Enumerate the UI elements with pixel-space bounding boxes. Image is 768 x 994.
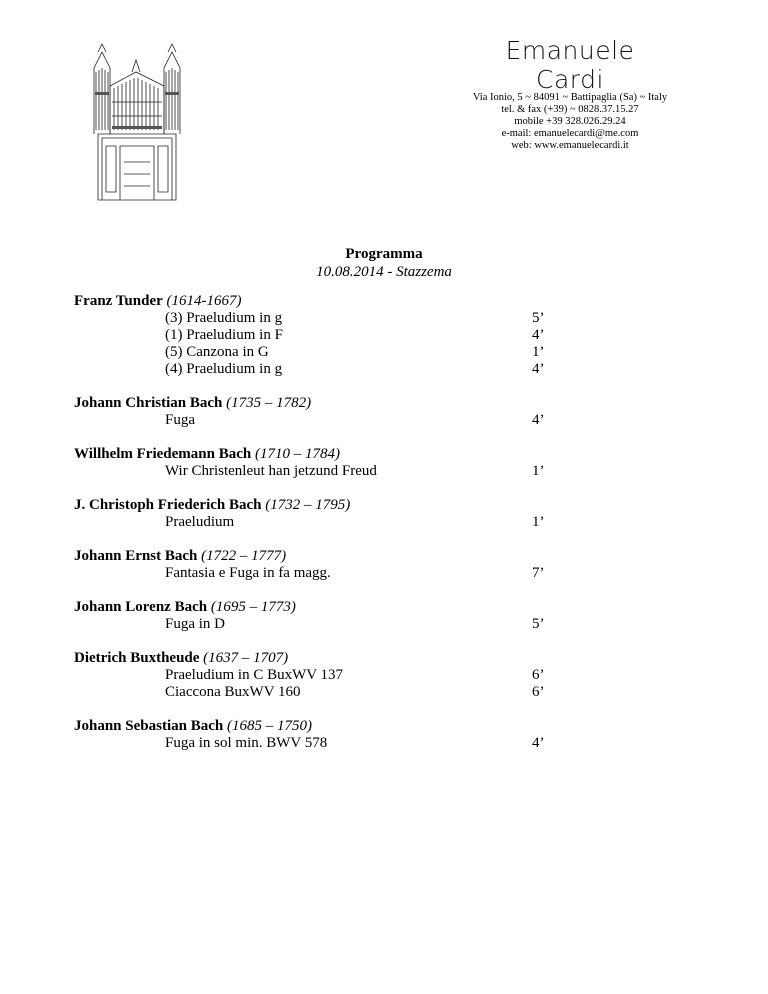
composer-heading — [74, 497, 634, 514]
composer-dates: (1685 – 1750) — [226, 718, 312, 734]
composer-dates: (1722 – 1777) — [201, 548, 287, 564]
work-title: (3) Praeludium in g — [165, 310, 283, 326]
composer-group — [74, 548, 634, 582]
composer-name: Dietrich Buxtheude — [74, 650, 200, 666]
work-duration: 5’ — [532, 310, 545, 326]
contact-email[interactable]: e-mail: emanuelecardi@me.com — [501, 128, 639, 139]
work-row — [74, 327, 634, 344]
composer-group — [74, 446, 634, 480]
contact-mobile: mobile +39 328.026.29.24 — [514, 116, 626, 127]
composer-group — [74, 497, 634, 531]
work-row — [74, 616, 634, 633]
work-row — [74, 361, 634, 378]
composer-dates: (1637 – 1707) — [203, 650, 289, 666]
composer-group — [74, 395, 634, 429]
composer-name: Willhelm Friedemann Bach — [74, 446, 252, 462]
composer-name: Johann Christian Bach — [74, 395, 223, 411]
composer-group — [74, 718, 634, 752]
work-title: Praeludium in C BuxWV 137 — [165, 667, 344, 683]
composer-group — [74, 293, 634, 378]
composer-heading — [74, 293, 634, 310]
contact-address: Via Ionio, 5 ~ 84091 ~ Battipaglia (Sa) ~ Italy — [472, 92, 668, 103]
work-row — [74, 565, 634, 582]
work-title: Fuga in D — [165, 616, 225, 632]
work-duration: 4’ — [532, 361, 545, 377]
work-row — [74, 412, 634, 429]
composer-heading — [74, 650, 634, 667]
work-row — [74, 684, 634, 701]
contact-web[interactable]: web: www.emanuelecardi.it — [511, 140, 629, 151]
composer-heading — [74, 718, 634, 735]
composer-name: Johann Lorenz Bach — [74, 599, 208, 615]
work-title: (1) Praeludium in F — [165, 327, 283, 343]
composer-name: Johann Sebastian Bach — [74, 718, 224, 734]
work-duration: 7’ — [532, 565, 545, 581]
program-title: Programma — [345, 246, 423, 262]
work-row — [74, 735, 634, 752]
work-title: Fantasia e Fuga in fa magg. — [165, 565, 331, 581]
composer-heading — [74, 446, 634, 463]
program-list — [74, 293, 634, 769]
work-title: Fuga in sol min. BWV 578 — [165, 735, 328, 751]
organ-illustration — [80, 42, 192, 202]
composer-name: J. Christoph Friederich Bach — [74, 497, 262, 513]
work-title: (4) Praeludium in g — [165, 361, 283, 377]
work-duration: 1’ — [532, 344, 545, 360]
work-duration: 4’ — [532, 412, 545, 428]
work-row — [74, 514, 634, 531]
work-duration: 6’ — [532, 684, 545, 700]
work-row — [74, 667, 634, 684]
work-duration: 5’ — [532, 616, 545, 632]
contact-block — [466, 92, 674, 152]
composer-dates: (1735 – 1782) — [226, 395, 312, 411]
work-duration: 1’ — [532, 514, 545, 530]
composer-dates: (1695 – 1773) — [210, 599, 296, 615]
work-duration: 4’ — [532, 327, 545, 343]
composer-heading — [74, 599, 634, 616]
work-row — [74, 344, 634, 361]
work-title: Ciaccona BuxWV 160 — [165, 684, 301, 700]
work-title: Wir Christenleut han jetzund Freud — [165, 463, 377, 479]
work-row — [74, 463, 634, 480]
composer-group — [74, 599, 634, 633]
composer-name: Johann Ernst Bach — [74, 548, 198, 564]
work-duration: 1’ — [532, 463, 545, 479]
composer-group — [74, 650, 634, 701]
contact-phone: tel. & fax (+39) ~ 0828.37.15.27 — [501, 104, 639, 115]
header-name: Emanuele Cardi — [505, 36, 635, 94]
program-subtitle: 10.08.2014 - Stazzema — [316, 264, 452, 280]
work-duration: 6’ — [532, 667, 545, 683]
work-row — [74, 310, 634, 327]
work-duration: 4’ — [532, 735, 545, 751]
composer-dates: (1732 – 1795) — [265, 497, 351, 513]
work-title: Praeludium — [165, 514, 235, 530]
work-title: Fuga — [165, 412, 195, 428]
composer-heading — [74, 395, 634, 412]
composer-dates: (1614-1667) — [166, 293, 242, 309]
composer-dates: (1710 – 1784) — [254, 446, 340, 462]
composer-heading — [74, 548, 634, 565]
work-title: (5) Canzona in G — [165, 344, 269, 360]
composer-name: Franz Tunder — [74, 293, 163, 309]
